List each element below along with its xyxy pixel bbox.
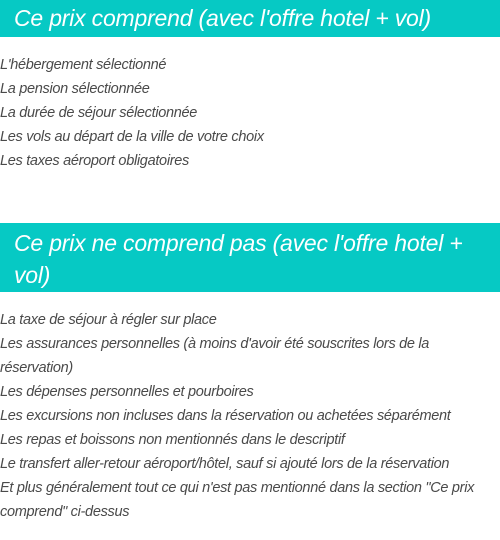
excluded-item-insurance: Les assurances personnelles (à moins d'avoir été souscrites lors de la réservation) [0, 336, 430, 376]
excluded-item-excursions: Les excursions non incluses dans la réservation ou achetées séparément [0, 408, 451, 424]
excluded-item-general: Et plus généralement tout ce qui n'est pas mentionné dans la section "Ce prix comprend" ci-dessus [0, 480, 475, 520]
excluded-items-list [0, 308, 496, 524]
included-items-list [0, 53, 496, 173]
excluded-section-header: Ce prix ne comprend pas (avec l'offre hotel + vol) [0, 223, 500, 292]
included-item-flights: Les vols au départ de la ville de votre choix [0, 129, 264, 145]
included-item-stay-duration: La durée de séjour sélectionnée [0, 105, 198, 121]
included-item-board: La pension sélectionnée [0, 81, 150, 97]
included-section-header: Ce prix comprend (avec l'offre hotel + vol) [0, 0, 500, 37]
included-item-accommodation: L'hébergement sélectionné [0, 57, 167, 73]
excluded-item-personal-expenses: Les dépenses personnelles et pourboires [0, 384, 254, 400]
excluded-item-meals-drinks: Les repas et boissons non mentionnés dans le descriptif [0, 432, 345, 448]
excluded-item-transfer: Le transfert aller-retour aéroport/hôtel, sauf si ajouté lors de la réservation [0, 456, 450, 472]
included-item-airport-taxes: Les taxes aéroport obligatoires [0, 153, 189, 169]
excluded-item-tourist-tax: La taxe de séjour à régler sur place [0, 312, 217, 328]
